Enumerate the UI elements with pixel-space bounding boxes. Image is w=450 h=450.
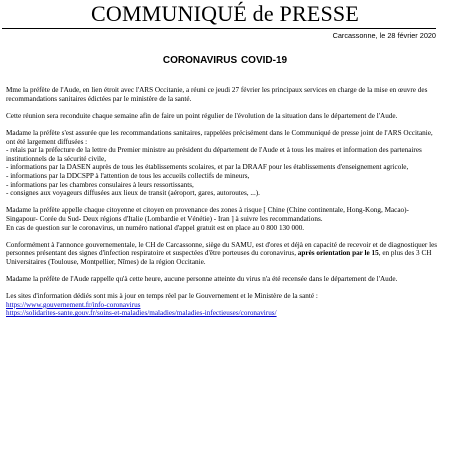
hospital-text: Conformément à l'annonce gouvernementale, le CH de Carcassonne, siège du SAMU, est d'ores et déjà en capacité de recevoir et de diagnostiquer les personnes présentant des signes d'infection respiratoire et suspectées d'être porteuses du coronavirus, — [6, 240, 438, 258]
paragraph-risk-zones — [6, 206, 438, 232]
document-title: COMMUNIQUÉ de PRESSE — [90, 1, 360, 26]
paragraph-sources — [6, 292, 438, 318]
hospital-text-end: , en plus des 3 CH Universitaires (Toulouse, Montpellier, Nîmes) de la région Occitanie. — [6, 249, 432, 266]
recommendation-item: - informations par les chambres consulaires à leurs ressortissants, — [6, 180, 194, 189]
recommendation-item: - relais par la préfecture de la lettre du Premier ministre au président du département de l'Aude et à tous les maires et information des partenaires institutionnels de la sécurité civile, — [6, 146, 422, 163]
paragraph-recommendations — [6, 129, 438, 198]
paragraph-hospital — [6, 241, 438, 267]
paragraph-meeting: Mme la préfète de l'Aude, en lien étroit avec l'ARS Occitanie, a réuni ce jeudi 27 février les principaux services en charge de la mise en œuvre des recommandations sanitaires édictées par le ministère de la santé. — [6, 86, 428, 103]
recommendations-intro: Madame la préfète s'est assurée que les recommandations sanitaires, rappelées précisément dans le Communiqué de presse joint de l'ARS Occitanie, ont été largement diffusées : — [6, 128, 433, 146]
link-gouvernement[interactable]: https://www.gouvernement.fr/info-coronavirus — [6, 300, 141, 309]
subject-heading: CORONAVIRUS COVID-19 — [162, 55, 288, 66]
paragraph-no-case: Madame la préfète de l'Aude rappelle qu'à cette heure, aucune personne atteinte du virus n'a été recensée dans le département de l'Aude. — [6, 275, 398, 284]
recommendation-item: - informations par la DDCSPP à l'attention de tous les accueils collectifs de mineurs, — [6, 171, 250, 180]
dateline: Carcassonne, le 28 février 2020 — [332, 31, 436, 40]
title-rule — [2, 28, 436, 29]
link-solidarites-sante[interactable]: https://solidarites-sante.gouv.fr/soins-et-maladies/maladies/maladies-infectieuses/coronavirus/ — [6, 309, 277, 318]
document-body — [6, 86, 438, 327]
recommendation-item: - consignes aux voyageurs diffusées aux lieux de transit (aéroport, gares, autoroutes, ...). — [6, 189, 260, 198]
hospital-emphasis: après orientation par le 15 — [297, 249, 379, 258]
recommendation-item: - informations par la DASEN auprès de tous les établissements scolaires, et par la DRAAF pour les établissements d'enseignement agricole, — [6, 163, 409, 172]
sources-intro: Les sites d'information dédiés sont mis à jour en temps réel par le Gouvernement et le Ministère de la santé : — [6, 292, 318, 301]
risk-zones-text: Madame la préfète appelle chaque citoyenne et citoyen en provenance des zones à risque [ Chine (Chine continentale, Hong-Kong, Macao)- Singapour- Corée du Sud- Deux régions d'Italie (Lombardie et Vénétie) - Iran ] à suivre les recommandations. — [6, 206, 409, 223]
hotline-text: En cas de question sur le coronavirus, un numéro national d'appel gratuit est en place au 0 800 130 000. — [6, 223, 305, 232]
paragraph-weekly: Cette réunion sera reconduite chaque semaine afin de faire un point régulier de l'évolution de la situation dans le département de l'Aude. — [6, 111, 398, 120]
